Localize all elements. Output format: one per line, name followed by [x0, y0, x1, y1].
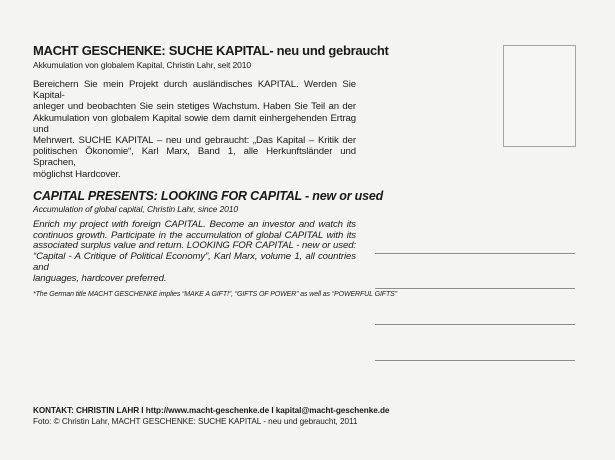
english-title: CAPITAL PRESENTS: LOOKING FOR CAPITAL - new or used — [33, 188, 384, 203]
stamp-box — [503, 45, 576, 147]
address-line — [375, 360, 575, 361]
english-body-line: continuos growth. Participate in the accumulation of global CAPITAL with its — [33, 229, 356, 241]
english-body-line: Enrich my project with foreign CAPITAL. Become an investor and watch its — [33, 218, 356, 230]
german-body-line: Mehrwert. SUCHE KAPITAL – neu und gebraucht: „Das Kapital – Kritik der — [33, 135, 356, 147]
english-footnote: *The German title MACHT GESCHENKE implies “MAKE A GIFT!”, “GIFTS OF POWER” as well as “POWERFUL GIFTS” — [33, 290, 397, 298]
german-body-line: politischen Ökonomie“, Karl Marx, Band 1, alle Herkunftsländer und Sprachen, — [33, 146, 356, 169]
address-line — [375, 324, 575, 325]
contact-line: KONTAKT: CHRISTIN LAHR I http://www.macht-geschenke.de I kapital@macht-geschenke.de — [33, 406, 390, 415]
german-body-line: anleger und beobachten Sie sein stetiges Wachstum. Haben Sie Teil an der — [33, 101, 356, 113]
german-body — [33, 79, 356, 180]
german-body-line: möglichst Hardcover. — [33, 168, 121, 180]
german-body-line: Akkumulation von globalem Kapital sowie dem damit einhergehenden Ertrag und — [33, 112, 356, 135]
german-subtitle: Akkumulation von globalem Kapital, Christin Lahr, seit 2010 — [33, 60, 252, 70]
photo-credit-line: Foto: © Christin Lahr, MACHT GESCHENKE: SUCHE KAPITAL - neu und gebraucht, 2011 — [33, 416, 358, 426]
german-title: MACHT GESCHENKE: SUCHE KAPITAL- neu und gebraucht — [33, 43, 389, 58]
address-line — [375, 253, 575, 254]
message-column — [33, 43, 397, 299]
address-line — [375, 288, 575, 289]
german-body-line: Bereichern Sie mein Projekt durch ausländisches KAPITAL. Werden Sie Kapital- — [33, 79, 356, 102]
english-body-line: associated surplus value and return. LOOKING FOR CAPITAL - new or used: — [33, 240, 356, 252]
english-body-line: languages, hardcover preferred. — [33, 272, 167, 284]
english-subtitle: Accumulation of global capital, Christin Lahr, since 2010 — [33, 203, 239, 214]
english-body — [33, 220, 356, 285]
footer — [33, 406, 389, 427]
english-body-line: “Capital - A Critique of Political Economy”, Karl Marx, volume 1, all countries and — [33, 251, 356, 274]
